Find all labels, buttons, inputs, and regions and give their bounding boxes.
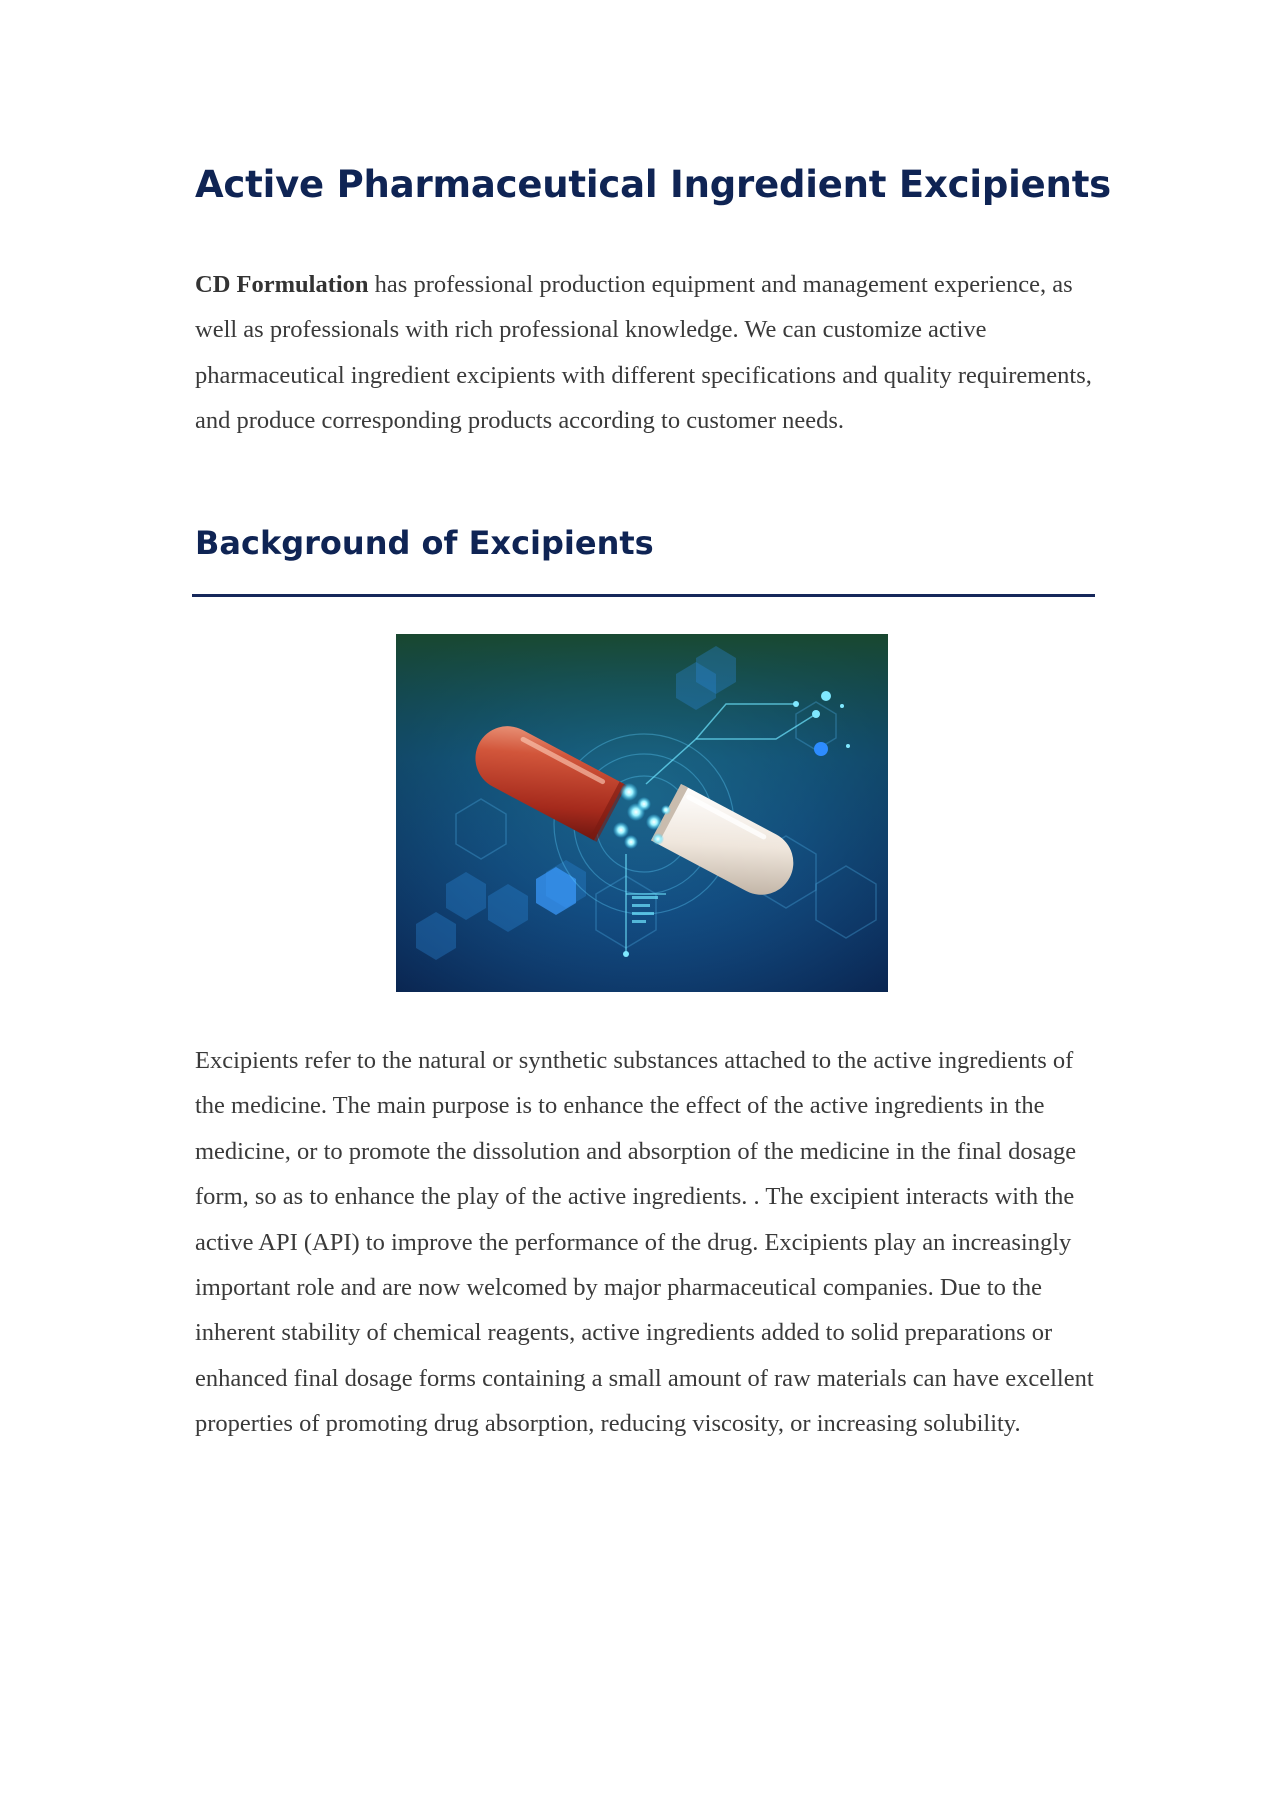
capsule-illustration <box>396 634 888 992</box>
intro-paragraph <box>195 262 1095 444</box>
background-paragraph: Excipients refer to the natural or synthetic substances attached to the active ingredients of the medicine. The main purpose is to enhance the effect of the active ingredients in the medicine, or to promote the dissolution and absorption of the medicine in the final dosage form, so as to enhance the play of the active ingredients. . The excipient interacts with the active API (API) to improve the performance of the drug. Excipients play an increasingly important role and are now welcomed by major pharmaceutical companies. Due to the inherent stability of chemical reagents, active ingredients added to solid preparations or enhanced final dosage forms containing a small amount of raw materials can have excellent properties of promoting drug absorption, reducing viscosity, or increasing solubility. <box>195 1047 1094 1438</box>
page-title: Active Pharmaceutical Ingredient Excipients <box>195 163 1112 206</box>
intro-text: has professional production equipment and management experience, as well as professionals with rich professional knowledge. We can customize active pharmaceutical ingredient excipients with different specifications and quality requirements, and produce corresponding products according to customer needs. <box>195 271 1092 435</box>
section-heading: Background of Excipients <box>195 524 654 562</box>
company-name: CD Formulation <box>195 271 369 298</box>
section-divider <box>192 594 1095 597</box>
